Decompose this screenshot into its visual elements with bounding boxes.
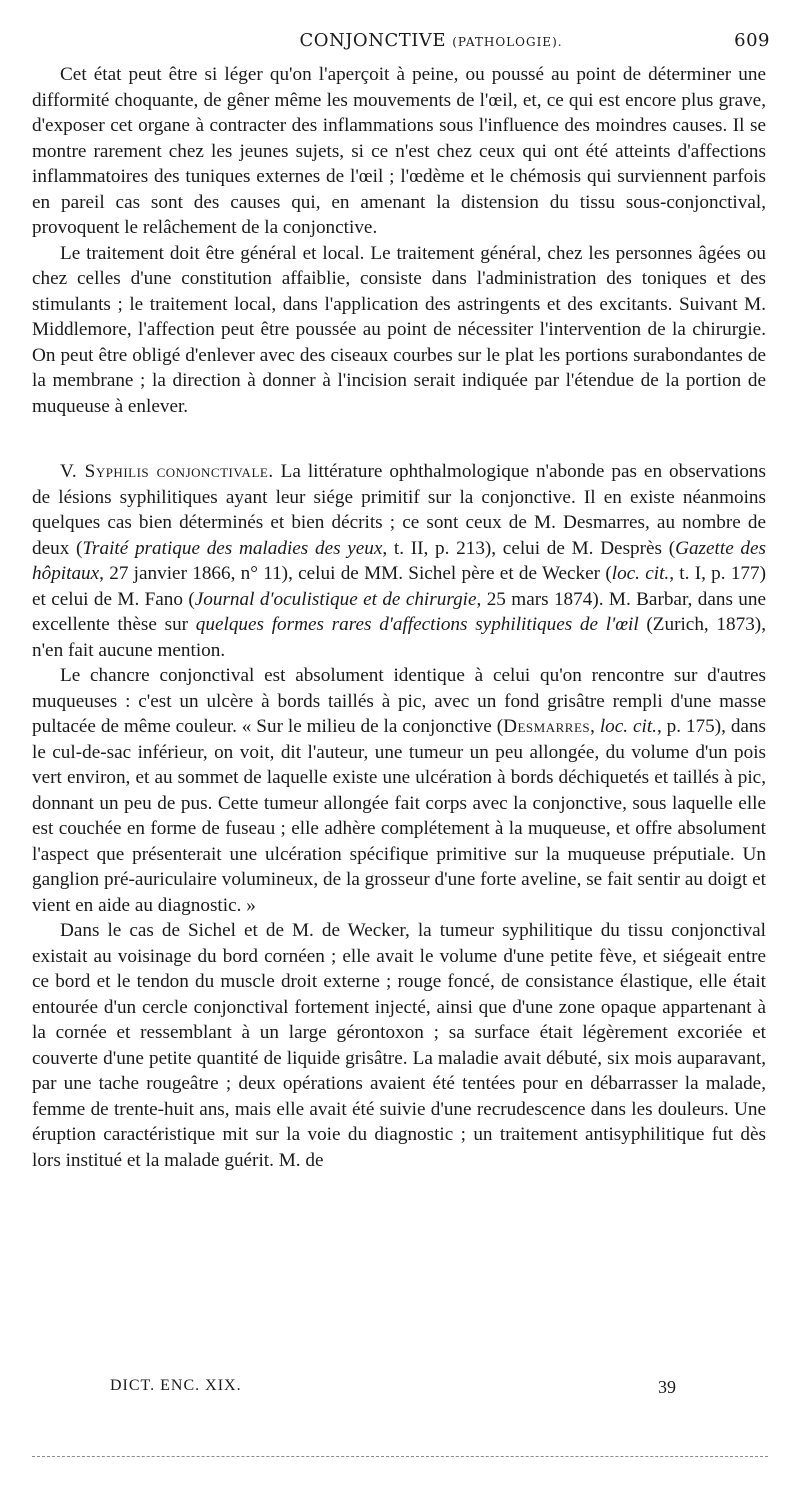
text-run: , 27 janvier 1866, n° 11), celui de MM. Sichel père et de Wecker ( <box>99 563 612 584</box>
citation-title: Gazette des hôpitaux <box>32 537 767 584</box>
running-head <box>32 30 770 51</box>
running-head-subtitle: (PATHOLOGIE). <box>452 35 563 49</box>
citation-title: quelques formes rares d'affections syphilitiques de l'œil <box>195 614 639 635</box>
citation-title: Traité pratique des maladies des yeux <box>82 537 383 559</box>
footer-volume: DICT. ENC. XIX. <box>110 1377 242 1394</box>
page-number: 609 <box>734 30 770 51</box>
page-body <box>32 62 766 1173</box>
footer-signature: 39 <box>658 1377 676 1397</box>
text-run: , t. I, p. 177) et celui de M. Fano ( <box>32 563 766 610</box>
paragraph <box>32 663 766 918</box>
text-run: , 25 mars 1874). M. Barbar, dans une excellente thèse sur <box>32 588 766 635</box>
paragraph: Cet état peut être si léger qu'on l'aperçoit à peine, ou poussé au point de déterminer une difformité choquante, de gêner même les mouvements de l'œil, et, ce qui est encore plus grave, d'exposer cet organe à contracter des inflammations sous l'influence des moindres causes. Il se montre rarement chez les jeunes sujets, si ce n'est chez ceux qui ont été atteints d'affections inflammatoires des tuniques externes de l'œil ; l'œdème et le chémosis qui surviennent parfois en pareil cas sont des causes qui, en amenant la distension du tissu sous-conjonctival, provoquent le relâchement de la conjonctive. <box>32 64 766 238</box>
citation-title: loc. cit. <box>599 716 657 737</box>
page-header <box>32 30 770 58</box>
text-run: , p. 175), dans le cul-de-sac inférieur, on voit, dit l'auteur, une tumeur un peu allongée, du volume d'un pois vert environ, et au sommet de laquelle existe une ulcération à bords déchiquetés et taillés à pic, donnant un peu de pus. Cette tumeur allongée fait corps avec la conjonctive, sous laquelle elle est couchée en forme de fuseau ; elle adhère complétement à la muqueuse, et offre absolument l'aspect que présenterait une ulcération spécifique primitive sur la muqueuse préputiale. Un ganglion pré-auriculaire volumineux, de la grosseur d'une forte aveline, se fait sentir au doigt et vient en aide au diagnostic. » <box>32 716 766 916</box>
text-run: (Zurich, 1873), n'en fait aucune mention. <box>32 614 766 661</box>
text-run: Le chancre conjonctival est absolument identique à celui qu'on rencontre sur d'autres muqueuses : c'est un ulcère à bords taillés à pic, avec un fond grisâtre rempli d'une masse pultacée de même couleur. « Sur le milieu de la conjonctive ( <box>32 665 766 737</box>
running-head-title: CONJONCTIVE <box>299 30 446 51</box>
section-heading: V. Syphilis conjonctivale. <box>60 461 274 482</box>
paragraph: Dans le cas de Sichel et de M. de Wecker, la tumeur syphilitique du tissu conjonctival existait au voisinage du bord cornéen ; elle avait le volume d'une petite fève, et siégeait entre ce bord et le tendon du muscle droit externe ; rouge foncé, de consistance élastique, elle était entourée d'un cercle conjonctival fortement injecté, ainsi que d'une zone opaque appartenant à la cornée et ressemblant à un large gérontoxon ; sa surface était légèrement excoriée et couverte d'une petite quantité de liquide grisâtre. La maladie avait débuté, six mois auparavant, par une tache rougeâtre ; deux opérations avaient été tentées pour en débarrasser la malade, femme de trente-huit ans, mais elle avait été suivie d'une recrudescence dans les douleurs. Une éruption caractéristique mit sur la voie du diagnostic ; un traitement antisyphilitique fut dès lors institué et la malade guérit. M. de <box>32 920 766 1171</box>
author-name: Desmarres <box>503 716 591 737</box>
bottom-divider <box>32 1456 768 1457</box>
page-footer <box>110 1377 690 1403</box>
citation-title: loc. cit. <box>611 563 670 584</box>
paragraph: Le traitement doit être général et local. Le traitement général, chez les personnes âgées ou chez celles d'une constitution affaiblie, consiste dans l'administration des toniques et des stimulants ; le traitement local, dans l'application des astringents et des excitants. Suivant M. Middlemore, l'affection peut être poussée au point de nécessiter l'intervention de la chirurgie. On peut être obligé d'enlever avec des ciseaux courbes sur le plat les portions surabondantes de la membrane ; la direction à donner à l'incision serait indiquée par l'étendue de la portion de muqueuse à enlever. <box>32 242 766 417</box>
text-run: , <box>590 716 600 737</box>
section-paragraph <box>32 459 766 663</box>
text-run: La littérature ophthalmologique n'abonde pas en observations de lésions syphilitiques ayant leur siége primitif sur la conjonctive. Il en existe néanmoins quelques cas bien déterminés et bien décrits ; ce sont ceux de M. Desmarres, au nombre de deux ( <box>32 461 766 559</box>
citation-title: Journal d'oculistique et de chirurgie <box>194 588 477 610</box>
text-run: , t. II, p. 213), celui de M. Desprès ( <box>382 537 676 559</box>
